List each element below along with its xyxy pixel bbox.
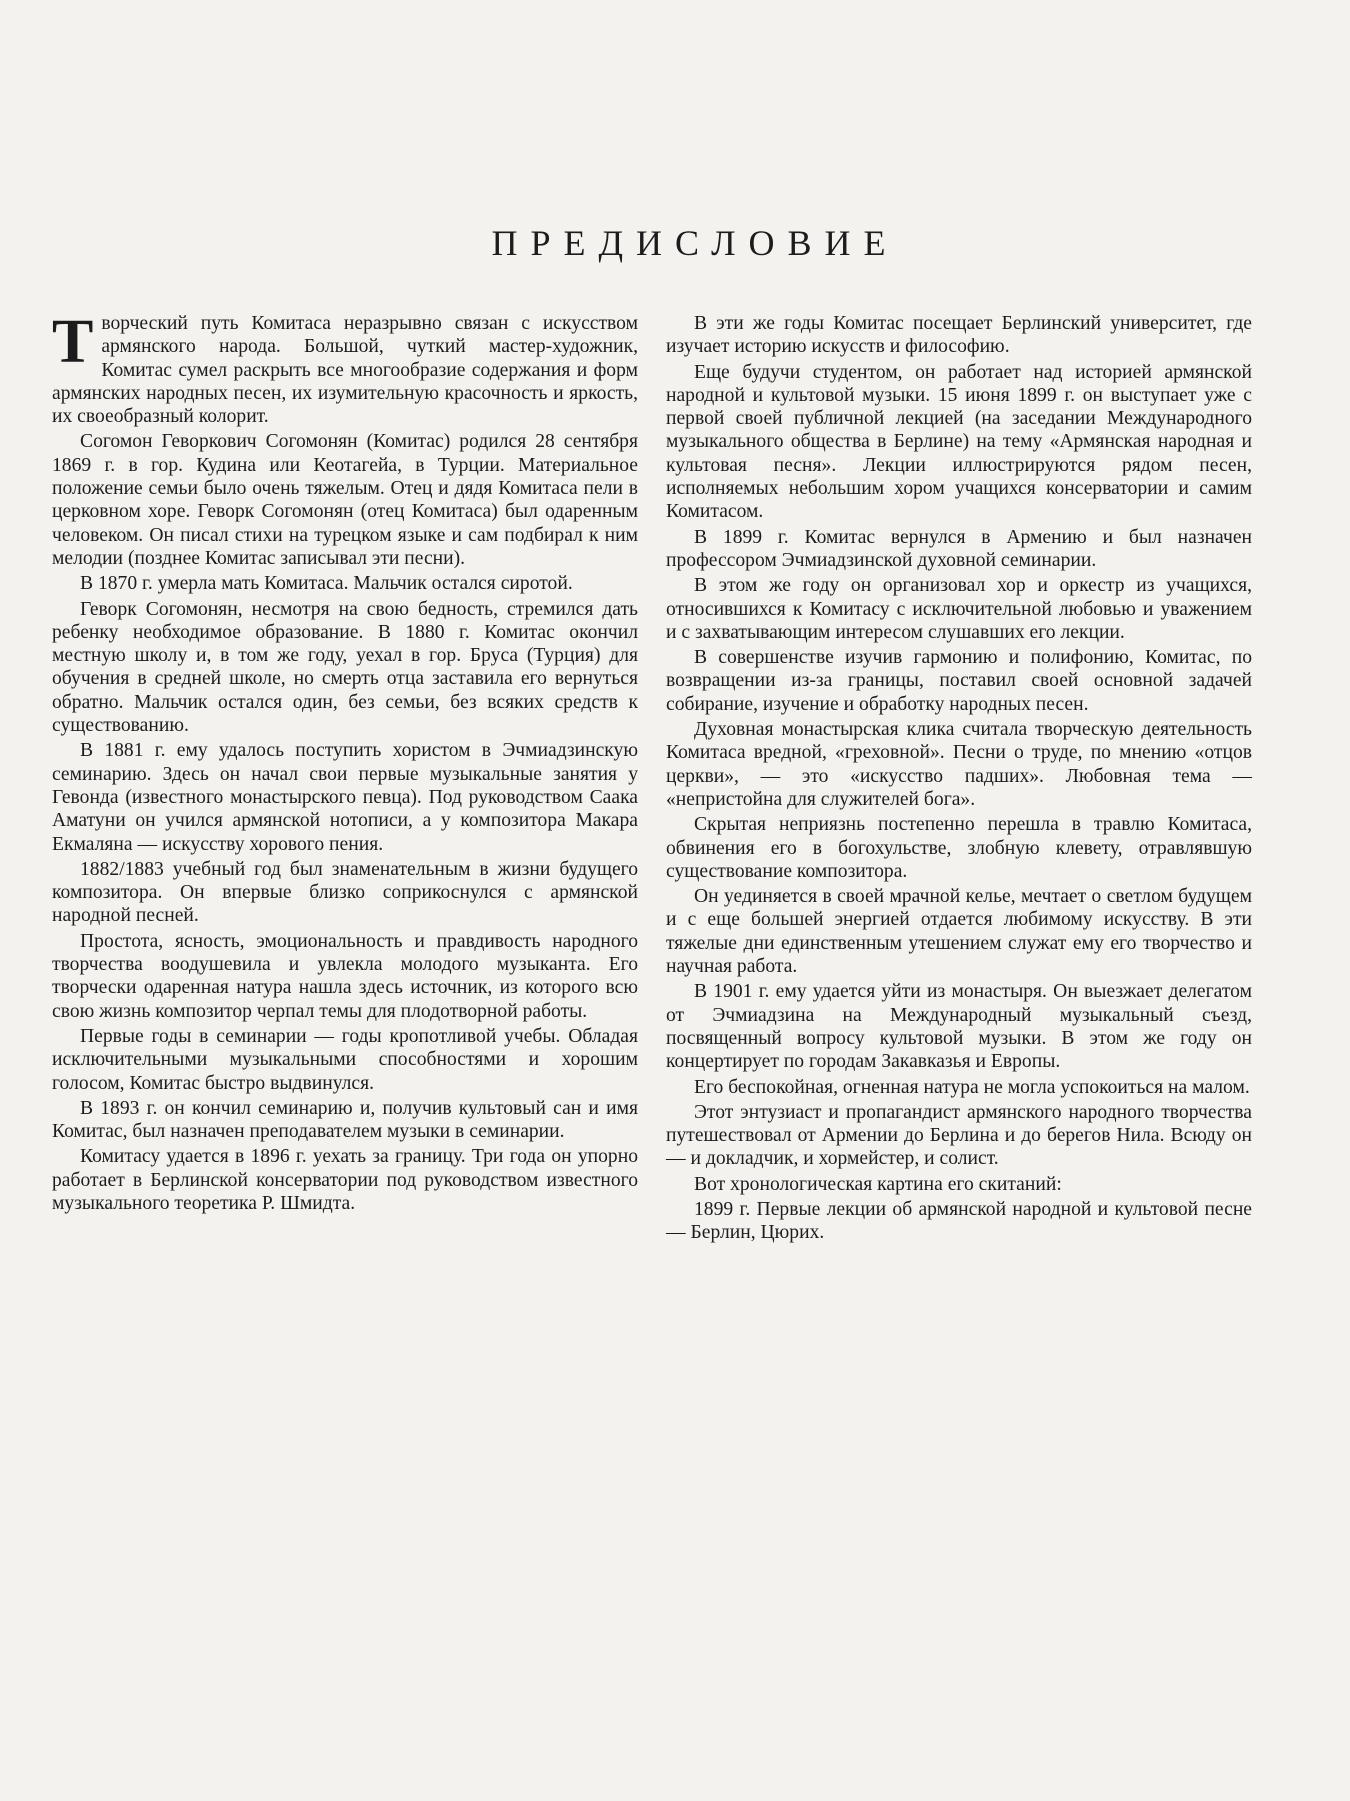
paragraph: Его беспокойная, огненная натура не могла успокоиться на малом. <box>694 1076 1250 1098</box>
paragraph: Скрытая неприязнь постепенно перешла в травлю Комитаса, обвинения его в богохульстве, злобную клевету, отравлявшую существование композитора. <box>666 814 1252 882</box>
paragraph: Вот хронологическая картина его скитаний: <box>694 1173 1062 1195</box>
left-column <box>52 308 638 1217</box>
paragraph: Комитасу удается в 1896 г. уехать за границу. Три года он упорно работает в Берлинской консерватории под руководством известного музыкального теоретика Р. Шмидта. <box>52 1146 638 1214</box>
paragraph: 1882/1883 учебный год был знаменательным в жизни будущего композитора. Он впервые близко соприкоснулся с армянской народной песней. <box>52 858 638 927</box>
paragraph: В 1901 г. ему удается уйти из монастыря. Он выезжает делегатом от Эчмиадзина на Международный музыкальный съезд, посвященный вопросу культовой музыки. В этом же году он концертирует по городам Закавказья и Европы. <box>666 981 1252 1073</box>
paragraph: В 1893 г. он кончил семинарию и, получив культовый сан и имя Комитас, был назначен преподавателем музыки в семинарии. <box>52 1097 638 1143</box>
paragraph: Еще будучи студентом, он работает над историей армянской народной и культовой музыки. 15 июня 1899 г. он выступает уже с первой своей публичной лекцией (на заседании Международного музыкального общества в Берлине) на тему «Армянская народная и культовая песня». Лекции иллюстрируются рядом песен, исполняемых небольшим хором учащихся консерватории и самим Комитасом. <box>666 361 1252 523</box>
paragraph: В 1881 г. ему удалось поступить хористом в Эчмиадзинскую семинарию. Здесь он начал свои первые музыкальные занятия у Гевонда (известного монастырского певца). Под руководством Саака Аматуни он учился армянской нотописи, а у композитора Макара Екмаляна — искусству хорового пения. <box>52 740 638 855</box>
drop-cap: Т <box>52 308 94 376</box>
paragraph: Первые годы в семинарии — годы кропотливой учебы. Обладая исключительными музыкальными способностями и хорошим голосом, Комитас быстро выдвинулся. <box>52 1025 638 1094</box>
paragraph: В совершенстве изучив гармонию и полифонию, Комитас, по возвращении из-за границы, поставил своей основной задачей собирание, изучение и обработку народных песен. <box>666 647 1252 715</box>
paragraph: В эти же годы Комитас посещает Берлинский университет, где изучает историю искусств и философию. <box>666 313 1252 358</box>
paragraph: В этом же году он организовал хор и оркестр из учащихся, относившихся к Комитасу с исключительной любовью и уважением и с захватывающим интересом слушавших его лекции. <box>666 575 1252 643</box>
paragraph: 1899 г. Первые лекции об армянской народной и культовой песне — Берлин, Цюрих. <box>666 1198 1252 1244</box>
paragraph: Простота, ясность, эмоциональность и правдивость народного творчества воодушевила и увлекла молодого музыканта. Его творчески одаренная натура нашла здесь источник, из которого всю свою жизнь композитор черпал темы для плодотворной работы. <box>52 930 638 1022</box>
paragraph: Духовная монастырская клика считала творческую деятельность Комитаса вредной, «греховной». Песни о труде, по мнению «отцов церкви», — это «искусство падших». Любовная тема — «непристойна для служителей бога». <box>666 719 1252 810</box>
paragraph: Он уединяется в своей мрачной келье, мечтает о светлом будущем и с еще большей энергией отдается любимому искусству. В эти тяжелые дни единственным утешением служат ему его творчество и научная работа. <box>666 886 1252 978</box>
page-title: ПРЕДИСЛОВИЕ <box>491 223 899 263</box>
right-column <box>666 312 1252 1247</box>
paragraph: Этот энтузиаст и пропагандист армянского народного творчества путешествовал от Армении до Берлина и до берегов Нила. Всюду он — и докладчик, и хормейстер, и солист. <box>666 1101 1252 1170</box>
paragraph <box>52 308 638 428</box>
paragraph: Геворк Согомонян, несмотря на свою бедность, стремился дать ребенку необходимое образование. В 1880 г. Комитас окончил местную школу и, в том же году, уехал в гор. Бруса (Турция) для обучения в средней школе, но смерть отца заставила его вернуться обратно. Мальчик остался один, без семьи, без всяких средств к существованию. <box>52 598 638 737</box>
paragraph: В 1870 г. умерла мать Комитаса. Мальчик остался сиротой. <box>80 573 573 595</box>
paragraph: В 1899 г. Комитас вернулся в Армению и был назначен профессором Эчмиадзинской духовной семинарии. <box>666 526 1252 571</box>
paragraph: Согомон Геворкович Согомонян (Комитас) родился 28 сентября 1869 г. в гор. Кудина или Кеотагейа, в Турции. Материальное положение семьи было очень тяжелым. Отец и дядя Комитаса пели в церковном хоре. Геворк Согомонян (отец Комитаса) был одаренным человеком. Он писал стихи на турецком языке и сам подбирал к ним мелодии (позднее Комитас записывал эти песни). <box>52 431 638 569</box>
first-paragraph-rest: ворческий путь Комитаса неразрывно связан с искусством армянского народа. Большой, чуткий мастер-художник, Комитас сумел раскрыть все многообразие содержания и форм армянских народных песен, их изумительную красочность и яркость, их своеобразный колорит. <box>52 313 638 428</box>
